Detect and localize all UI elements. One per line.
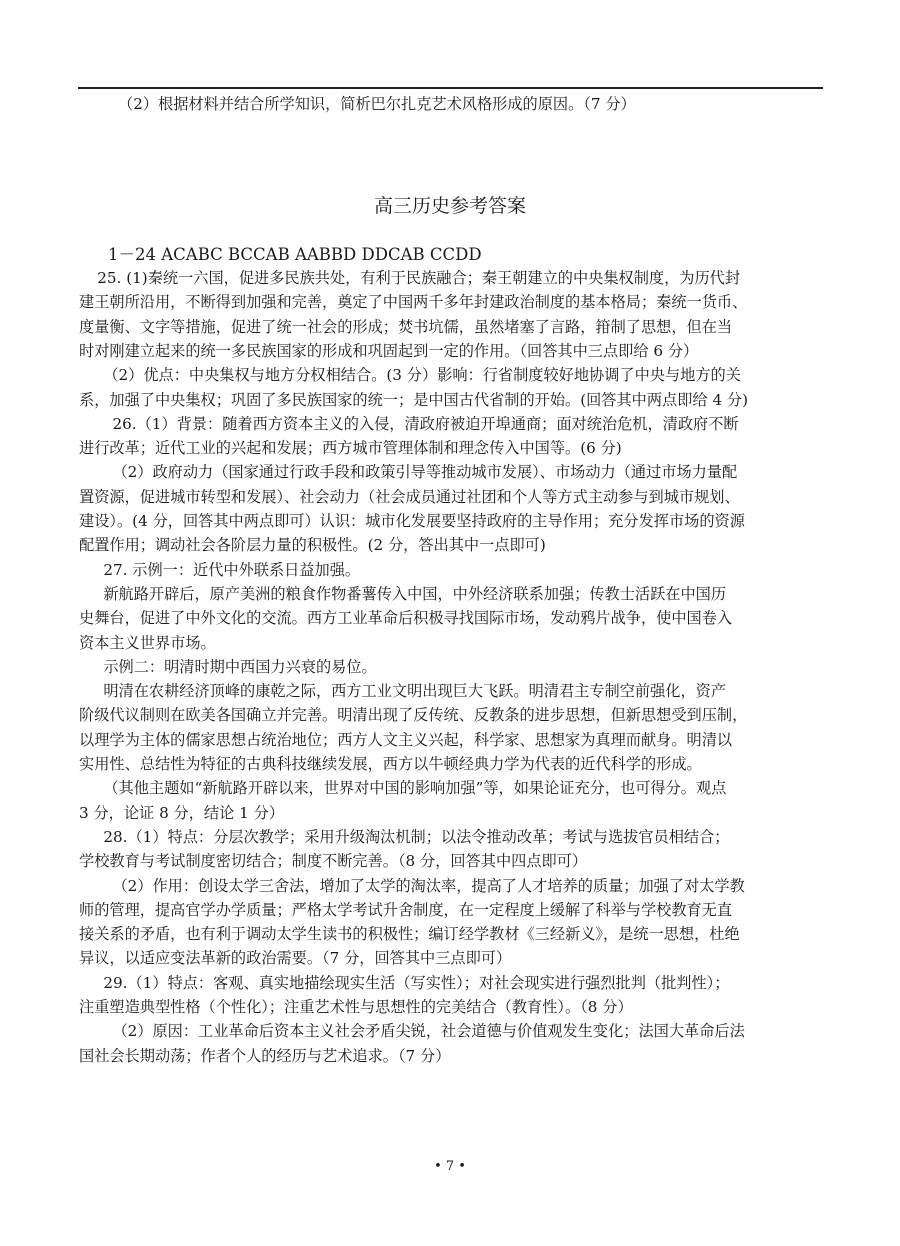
choice-answers: 1－24 ACABC BCCAB AABBD DDCAB CCDD — [108, 245, 482, 264]
answer-line: 配置作用；调动社会各阶层力量的积极性。(2 分，答出其中一点即可) — [79, 536, 546, 555]
answer-line: 进行改革；近代工业的兴起和发展；西方城市管理体制和理念传入中国等。(6 分) — [79, 439, 622, 458]
answer-line: 示例二：明清时期中西国力兴衰的易位。 — [103, 657, 377, 676]
top-rule — [78, 87, 823, 89]
answer-line: 系，加强了中央集权；巩固了多民族国家的统一；是中国古代省制的开始。(回答其中两点即给 4 分) — [79, 390, 749, 409]
answer-line: 接关系的矛盾，也有利于调动太学生读书的积极性；编订经学教材《三经新义》，是统一思想，杜绝 — [79, 925, 740, 944]
answer-line: （2）作用：创设太学三舍法，增加了太学的淘汰率，提高了人才培养的质量；加强了对太学教 — [112, 876, 745, 895]
answer-line: 实用性、总结性为特征的古典科技继续发展，西方以牛顿经典力学为代表的近代科学的形成。 — [79, 755, 702, 773]
answer-line: 异议，以适应变法革新的政治需要。（7 分，回答其中三点即可） — [79, 949, 512, 968]
answer-line: 建王朝所沿用，不断得到加强和完善，奠定了中国两千多年封建政治制度的基本格局；秦统一货币、 — [79, 293, 748, 312]
answer-line: （其他主题如“新航路开辟以来，世界对中国的影响加强”等，如果论证充分，也可得分。观点 — [103, 779, 727, 798]
answer-line: 置资源，促进城市转型和发展）、社会动力（社会成员通过社团和个人等方式主动参与到城市规划、 — [79, 487, 740, 506]
answer-line: （2）原因：工业革命后资本主义社会矛盾尖锐，社会道德与价值观发生变化；法国大革命后法 — [112, 1022, 745, 1041]
answer-line: （2）政府动力（国家通过行政手段和政策引导等推动城市发展）、市场动力（通过市场力量配 — [112, 463, 738, 482]
answer-line: 新航路开辟后，原产美洲的粮食作物番薯传入中国，中外经济联系加强；传教士活跃在中国历 — [103, 584, 726, 603]
page-number: • 7 • — [434, 1159, 466, 1174]
answer-line: 时对刚建立起来的统一多民族国家的形成和巩固起到一定的作用。（回答其中三点即给 6 分） — [79, 341, 699, 360]
answer-line: 史舞台，促进了中外文化的交流。西方工业革命后积极寻找国际市场，发动鸦片战争，使中国卷入 — [79, 609, 733, 628]
page-title: 高三历史参考答案 — [373, 195, 526, 217]
answer-line: 26.（1）背景：随着西方资本主义的入侵，清政府被迫开埠通商；面对统治危机，清政府不断 — [112, 414, 739, 433]
answer-line: 以理学为主体的儒家思想占统治地位；西方人文主义兴起，科学家、思想家为真理而献身。明清以 — [79, 730, 733, 749]
answer-line: 27. 示例一：近代中外联系日益加强。 — [103, 560, 361, 579]
answer-line: 度量衡、文字等措施，促进了统一社会的形成；焚书坑儒，虽然堵塞了言路，箝制了思想，但在当 — [79, 317, 733, 336]
answer-line: 阶级代议制则在欧美各国确立并完善。明清出现了反传统、反教条的进步思想，但新思想受到压制， — [79, 706, 748, 725]
header-question: （2）根据材料并结合所学知识，简析巴尔扎克艺术风格形成的原因。（7 分） — [118, 95, 636, 113]
answer-line: 25. (1)秦统一六国，促进多民族共处，有利于民族融合；秦王朝建立的中央集权制度，为历代封 — [97, 269, 741, 287]
answer-line: 国社会长期动荡；作者个人的经历与艺术追求。（7 分） — [79, 1046, 451, 1065]
answer-line: 3 分，论证 8 分，结论 1 分） — [79, 803, 285, 822]
answer-line: 28.（1）特点：分层次教学；采用升级淘汰机制；以法令推动改革；考试与选拔官员相结合； — [103, 827, 730, 846]
answer-line: （2）优点：中央集权与地方分权相结合。(3 分）影响：行省制度较好地协调了中央与地方的关 — [103, 366, 741, 385]
answer-line: 注重塑造典型性格（个性化）；注重艺术性与思想性的完美结合（教育性）。（8 分） — [79, 998, 633, 1016]
answer-line: 资本主义世界市场。 — [79, 633, 216, 652]
answer-line: 建设）。(4 分，回答其中两点即可）认识：城市化发展要坚持政府的主导作用；充分发挥市场的资源 — [79, 512, 745, 530]
answer-line: 师的管理，提高官学办学质量；严格太学考试升舍制度，在一定程度上缓解了科举与学校教育无直 — [79, 900, 733, 919]
answer-line: 明清在农耕经济顶峰的康乾之际，西方工业文明出现巨大飞跃。明清君主专制空前强化，资产 — [103, 682, 726, 701]
answer-line: 29.（1）特点：客观、真实地描绘现实生活（写实性）；对社会现实进行强烈批判（批判性）； — [103, 973, 730, 992]
answer-line: 学校教育与考试制度密切结合；制度不断完善。（8 分，回答其中四点即可） — [79, 852, 588, 871]
